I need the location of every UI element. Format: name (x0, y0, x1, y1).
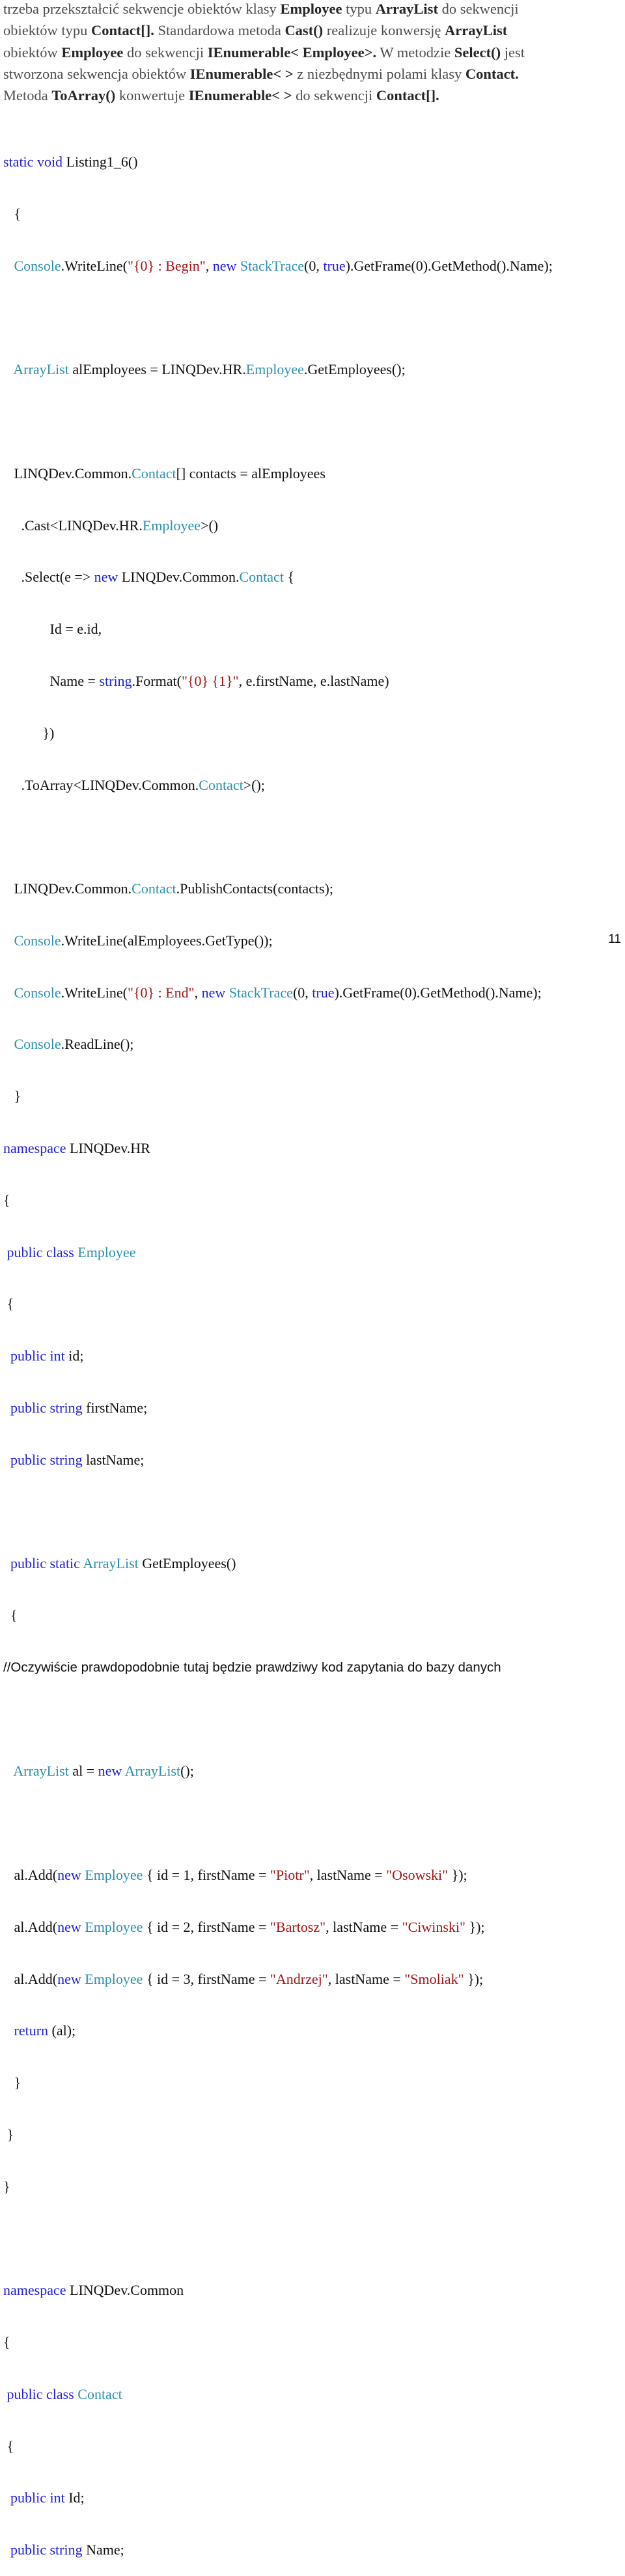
code-line: Name = string.Format("{0} {1}", e.firstName, e.lastName) (3, 673, 389, 689)
code-line: Console.WriteLine("{0} : End", new StackTrace(0, true).GetFrame(0).GetMethod().Name); (14, 984, 542, 1001)
code-line: Id = e.id, (3, 621, 102, 638)
blank-line (3, 2230, 622, 2247)
code-line: { (3, 1295, 14, 1312)
code-line: { (3, 1607, 18, 1624)
code-line: } (3, 1088, 21, 1105)
code-line: namespace LINQDev.HR (3, 1140, 150, 1157)
code-line: LINQDev.Common.Contact.PublishContacts(contacts); (3, 880, 333, 897)
code-line: .Cast<LINQDev.HR.Employee>() (3, 517, 219, 534)
code-line: { (3, 205, 21, 222)
blank-line (3, 1815, 622, 1832)
code-line: { (3, 1191, 10, 1208)
code-line: } (3, 2178, 10, 2195)
code-comment: //Oczywiście prawdopodobnie tutaj będzie prawdziwy kod zapytania do bazy danych (3, 1659, 501, 1675)
code-line: public string lastName; (10, 1451, 145, 1468)
blank-line (3, 828, 622, 846)
code-line: ArrayList alEmployees = LINQDev.HR.Employee.GetEmployees(); (13, 361, 406, 378)
intro-line-5: Metoda ToArray() konwertuje IEnumerable< > do sekwencji Contact[]. (3, 87, 439, 104)
code-line: public int id; (10, 1348, 84, 1364)
code-line: public static ArrayList GetEmployees() (10, 1555, 236, 1572)
code-line: } (3, 2126, 14, 2143)
code-line: static void Listing1_6() (3, 154, 138, 170)
code-line: return (al); (14, 2022, 76, 2039)
code-line: al.Add(new Employee { id = 2, firstName = "Bartosz", lastName = "Ciwinski" }); (3, 1918, 485, 1935)
intro-paragraph (3, 0, 622, 106)
code-line: al.Add(new Employee { id = 3, firstName = "Andrzej", lastName = "Smoliak" }); (3, 1970, 484, 1987)
code-line: namespace LINQDev.Common (3, 2282, 184, 2299)
code-line: public class Contact (7, 2385, 122, 2402)
code-line: Console.ReadLine(); (14, 1036, 134, 1053)
blank-line (3, 1711, 622, 1729)
intro-line-1: trzeba przekształcić sekwencje obiektów klasy Employee typu ArrayList do sekwencji (3, 1, 519, 17)
blank-line (3, 1504, 622, 1521)
code-line: Console.WriteLine(alEmployees.GetType()); (14, 932, 273, 949)
blank-line (3, 413, 622, 431)
code-line: public string Name; (10, 2542, 124, 2558)
code-line: .ToArray<LINQDev.Common.Contact>(); (3, 776, 265, 793)
code-line: public int Id; (10, 2489, 85, 2506)
code-listing (3, 119, 622, 2576)
blank-line (3, 310, 622, 327)
intro-line-4: stworzona sekwencja obiektów IEnumerable< > z niezbędnymi polami klasy Contact. (3, 65, 519, 82)
code-line: public class Employee (7, 1243, 136, 1260)
code-line: }) (3, 724, 55, 741)
code-line: } (3, 2074, 21, 2091)
code-line: { (3, 2334, 10, 2350)
code-line: .Select(e => new LINQDev.Common.Contact { (3, 569, 294, 586)
code-line: { (3, 2437, 14, 2454)
intro-line-3: obiektów Employee do sekwencji IEnumerable< Employee>. W metodzie Select() jest (3, 44, 525, 61)
intro-line-2: obiektów typu Contact[]. Standardowa metoda Cast() realizuje konwersję ArrayList (3, 22, 508, 39)
code-line: ArrayList al = new ArrayList(); (13, 1763, 194, 1780)
page-number: 11 (608, 932, 621, 946)
code-line: al.Add(new Employee { id = 1, firstName = "Piotr", lastName = "Osowski" }); (3, 1866, 467, 1883)
code-line: Console.WriteLine("{0} : Begin", new StackTrace(0, true).GetFrame(0).GetMethod().Name); (14, 257, 553, 274)
code-line: LINQDev.Common.Contact[] contacts = alEmployees (3, 465, 326, 481)
code-line: public string firstName; (10, 1399, 148, 1416)
